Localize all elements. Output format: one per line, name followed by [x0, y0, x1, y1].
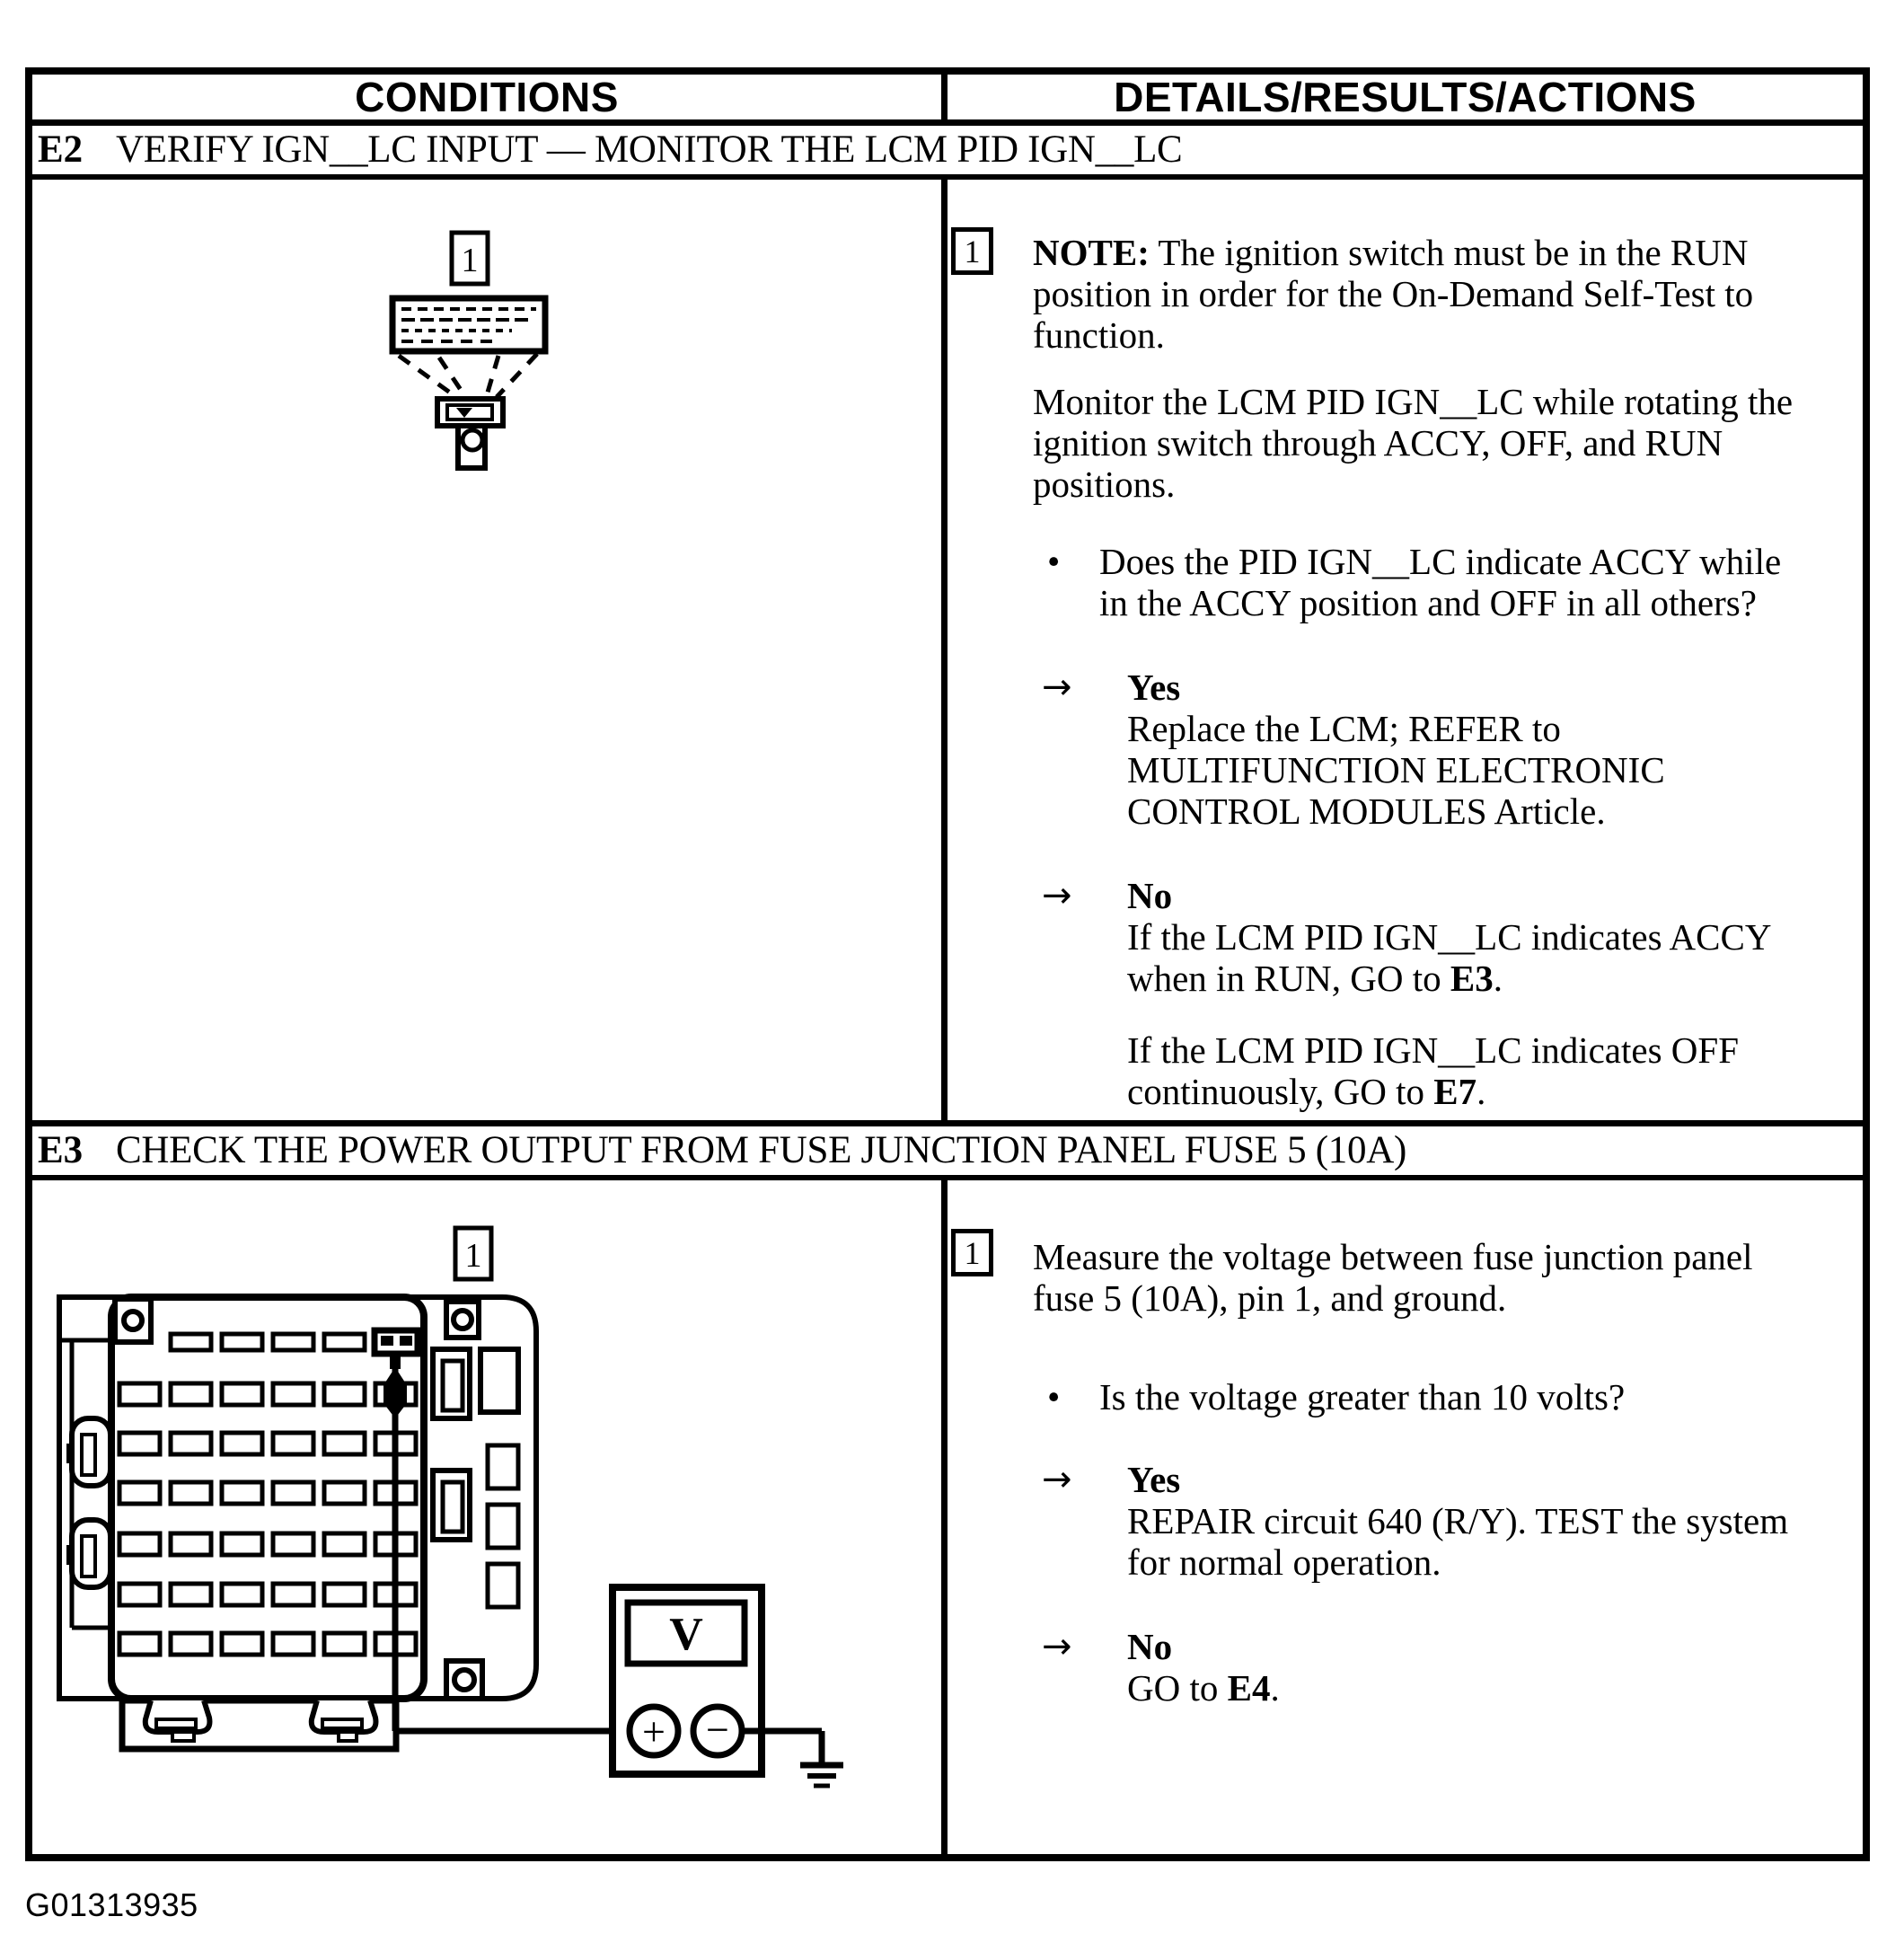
step-e2-details [948, 180, 1863, 1120]
yes-action-row: → Yes Replace the LCM; REFER to MULTIFUNCTION ELECTRONIC CONTROL MODULES Article. [1033, 667, 1873, 832]
question-row: • Does the PID IGN__LC indicate ACCY while in the ACCY position and OFF in all others? [1033, 541, 1873, 623]
step-e2-id: E2 [38, 128, 84, 171]
column-divider [941, 180, 948, 1120]
callout-1: 1 [951, 227, 993, 275]
step-e2-title: VERIFY IGN__LC INPUT — MONITOR THE LCM PID IGN__LC [116, 128, 1183, 171]
step-e2-title-row [32, 126, 1863, 180]
column-divider [941, 75, 948, 119]
step-ref-e3: E3 [1450, 958, 1494, 999]
projection-lines [399, 354, 537, 397]
positive-terminal-label: + [642, 1709, 666, 1754]
bullet-icon: • [1047, 541, 1061, 582]
step-e3-id: E3 [38, 1129, 84, 1171]
pinpoint-test-table [25, 67, 1870, 1861]
step-e3-title: CHECK THE POWER OUTPUT FROM FUSE JUNCTION PANEL FUSE 5 (10A) [116, 1129, 1406, 1171]
column-header-conditions: CONDITIONS [355, 74, 619, 120]
column-header-details: DETAILS/RESULTS/ACTIONS [1114, 74, 1697, 120]
note-paragraph: NOTE: The ignition switch must be in the RUN position in order for the On-Demand Self-Test to function. [1033, 232, 1754, 356]
diagram-callout-number: 1 [464, 1237, 482, 1275]
measure-paragraph: Measure the voltage between fuse junction panel fuse 5 (10A), pin 1, and ground. [1033, 1236, 1753, 1319]
side-connector [68, 1520, 110, 1587]
ignition-switch-icon [437, 399, 503, 468]
no-action-row: → No GO to E4. [1033, 1626, 1873, 1709]
arrow-icon: → [1042, 1626, 1072, 1667]
no-action-row: → No If the LCM PID IGN__LC indicates ACCY when in RUN, GO to E3. If the LCM PID IGN__LC indicates OFF continuously, GO to E7. [1033, 875, 1873, 1112]
side-connector [68, 1418, 110, 1486]
mounting-bracket [122, 1700, 396, 1749]
voltmeter-display-label: V [669, 1609, 703, 1660]
fuse-panel-voltmeter-diagram [36, 1214, 862, 1807]
step-e3-details [948, 1180, 1863, 1854]
callout-1: 1 [951, 1229, 993, 1276]
column-divider [941, 1180, 948, 1854]
message-center-display [392, 298, 545, 351]
fuse-5 [375, 1330, 418, 1354]
step-e3-title-row [32, 1126, 1863, 1180]
arrow-icon: → [1042, 1459, 1072, 1500]
ignition-switch-diagram [377, 224, 611, 484]
monitor-paragraph: Monitor the LCM PID IGN__LC while rotating the ignition switch through ACCY, OFF, and RUN positions. [1033, 381, 1794, 505]
question-row: • Is the voltage greater than 10 volts? [1033, 1376, 1873, 1418]
step-ref-e7: E7 [1433, 1071, 1477, 1112]
arrow-icon: → [1042, 875, 1072, 916]
negative-terminal-label: − [706, 1707, 729, 1753]
fuse-junction-panel [59, 1297, 536, 1749]
note-label: NOTE: [1033, 232, 1150, 273]
step-e2-content-row [32, 180, 1863, 1126]
arrow-icon: → [1042, 667, 1072, 708]
no-label: No [1127, 875, 1173, 916]
no-label: No [1127, 1626, 1173, 1667]
step-e3-content-row [32, 1180, 1863, 1854]
figure-id: G01313935 [25, 1886, 198, 1923]
step-ref-e4: E4 [1227, 1667, 1271, 1709]
diagram-callout-number: 1 [461, 242, 479, 279]
yes-action-row: → Yes REPAIR circuit 640 (R/Y). TEST the system for normal operation. [1033, 1459, 1873, 1583]
bullet-icon: • [1047, 1376, 1061, 1418]
ground-symbol-icon [800, 1731, 843, 1786]
yes-label: Yes [1127, 1459, 1181, 1500]
table-header-row [32, 75, 1863, 126]
voltmeter-icon [613, 1587, 822, 1774]
yes-label: Yes [1127, 667, 1181, 708]
